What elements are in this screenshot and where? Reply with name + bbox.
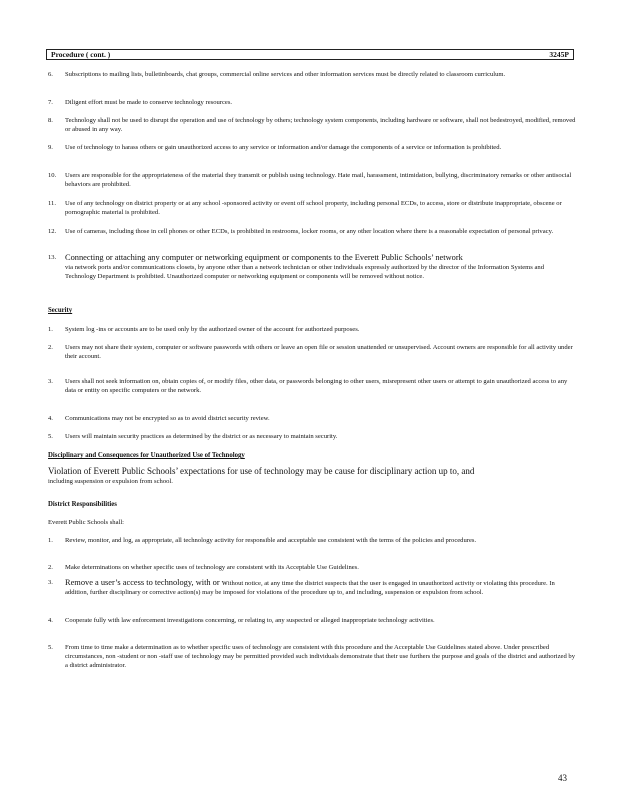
item-number: 9. bbox=[48, 144, 53, 151]
item-text: System log -ins or accounts are to be used only by the authorized owner of the account for authorized purposes. bbox=[65, 326, 360, 333]
item-text bbox=[65, 578, 576, 597]
item-text: Make determinations on whether specific uses of technology are consistent with its Acceptable Use Guidelines. bbox=[65, 564, 359, 571]
item-rest: via network ports and/or communications closets, by anyone other than a network technician or other individuals expressly authorized by the director of the Information Systems and Technology Department is prohibited. Unauthorized computer or networking equipment or components will be removed without notice. bbox=[65, 264, 545, 280]
item-text: Technology shall not be used to disrupt the operation and use of technology by others; technology system components, including hardware or software, shall not bedestroyed, modified, removed or abused in any way. bbox=[65, 117, 576, 133]
item-number: 3. bbox=[48, 378, 53, 385]
item-number: 3. bbox=[48, 579, 53, 586]
item-number: 12. bbox=[48, 228, 57, 235]
security-heading: Security bbox=[48, 307, 73, 314]
header-procedure-label: Procedure ( cont. ) bbox=[51, 50, 111, 59]
item-number: 10. bbox=[48, 172, 57, 179]
item-lead: Connecting or attaching any computer or networking equipment or components to the Everett Public Schools’ network bbox=[65, 253, 463, 262]
item-number: 2. bbox=[48, 344, 53, 351]
item-number: 4. bbox=[48, 415, 53, 422]
page-number: 43 bbox=[558, 773, 567, 783]
item-text: Use of any technology on district property or at any school -sponsored activity or event off school property, including personal ECDs, to access, store or distribute inappropriate, obscene or pornographic material is prohibited. bbox=[65, 200, 562, 216]
item-text: Diligent effort must be made to conserve technology resources. bbox=[65, 99, 233, 106]
item-text: Use of cameras, including those in cell phones or other ECDs, is prohibited in restrooms, locker rooms, or any other location where there is a reasonable expectation of personal privacy. bbox=[65, 228, 554, 235]
item-number: 1. bbox=[48, 326, 53, 333]
item-number: 8. bbox=[48, 117, 53, 124]
item-rest: ithout notice, at any time the district suspects that the user is engaged in unauthorized activity or violating this procedure. In addition, further disciplinary or corrective action(s) may be imposed for violations of the procedure up to, and including, suspension or expulsion from school. bbox=[65, 580, 555, 596]
item-number: 1. bbox=[48, 537, 53, 544]
disciplinary-heading: Disciplinary and Consequences for Unauthorized Use of Technology bbox=[48, 452, 245, 459]
page-header bbox=[46, 49, 574, 60]
item-number: 13. bbox=[48, 254, 57, 261]
item-text: Users shall not seek information on, obtain copies of, or modify files, other data, or passwords belonging to other users, misrepresent other users or attempt to gain unauthorized access to any data or entity on specific computers or the network. bbox=[65, 378, 568, 394]
item-text: From time to time make a determination as to whether specific uses of technology are consistent with this procedure and the Acceptable Use Guidelines stated above. Under prescribed circumstances, non -student or non -staff use of technology may be permitted provided such individuals demonstrate that their use furthers the purpose and goals of the district and authorized by a district administrator. bbox=[65, 644, 576, 669]
item-text: Users will maintain security practices as determined by the district or as necessary to maintain security. bbox=[65, 433, 338, 440]
item-number: 6. bbox=[48, 71, 53, 78]
disciplinary-lead: Violation of Everett Public Schools’ expectations for use of technology may be cause for disciplinary action up to, and bbox=[48, 466, 475, 476]
district-heading: District Responsibilities bbox=[48, 501, 117, 508]
district-intro: Everett Public Schools shall: bbox=[48, 519, 125, 526]
item-number: 4. bbox=[48, 617, 53, 624]
item-text: Cooperate fully with law enforcement investigations concerning, or relating to, any suspected or alleged inappropriate technology activities. bbox=[65, 617, 435, 624]
item-text: Users are responsible for the appropriateness of the material they transmit or publish using technology. Hate mail, harassment, intimidation, bullying, discriminatory remarks or other antisocial behaviors are prohibited. bbox=[65, 172, 572, 188]
item-text: Communications may not be encrypted so as to avoid district security review. bbox=[65, 415, 270, 422]
header-policy-number: 3245P bbox=[549, 50, 569, 59]
disciplinary-rest: including suspension or expulsion from school. bbox=[48, 478, 173, 485]
item-number: 5. bbox=[48, 433, 53, 440]
disciplinary-paragraph bbox=[48, 466, 576, 486]
item-text: Use of technology to harass others or gain unauthorized access to any service or information and/or damage the components of a service or information is prohibited. bbox=[65, 144, 502, 151]
item-text: Users may not share their system, computer or software passwords with others or leave an open file or session unattended or unsupervised. Account owners are responsible for all activity under their account. bbox=[65, 344, 573, 360]
item-number: 5. bbox=[48, 644, 53, 651]
item-number: 7. bbox=[48, 99, 53, 106]
item-lead: Remove a user’s access to technology, with or w bbox=[65, 578, 228, 587]
item-text bbox=[65, 253, 576, 281]
item-text: Subscriptions to mailing lists, bulletinboards, chat groups, commercial online services and other information services must be directly related to classroom curriculum. bbox=[65, 71, 506, 78]
item-number: 2. bbox=[48, 564, 53, 571]
item-text: Review, monitor, and log, as appropriate, all technology activity for responsible and acceptable use consistent with the terms of the policies and procedures. bbox=[65, 537, 477, 544]
item-number: 11. bbox=[48, 200, 56, 207]
